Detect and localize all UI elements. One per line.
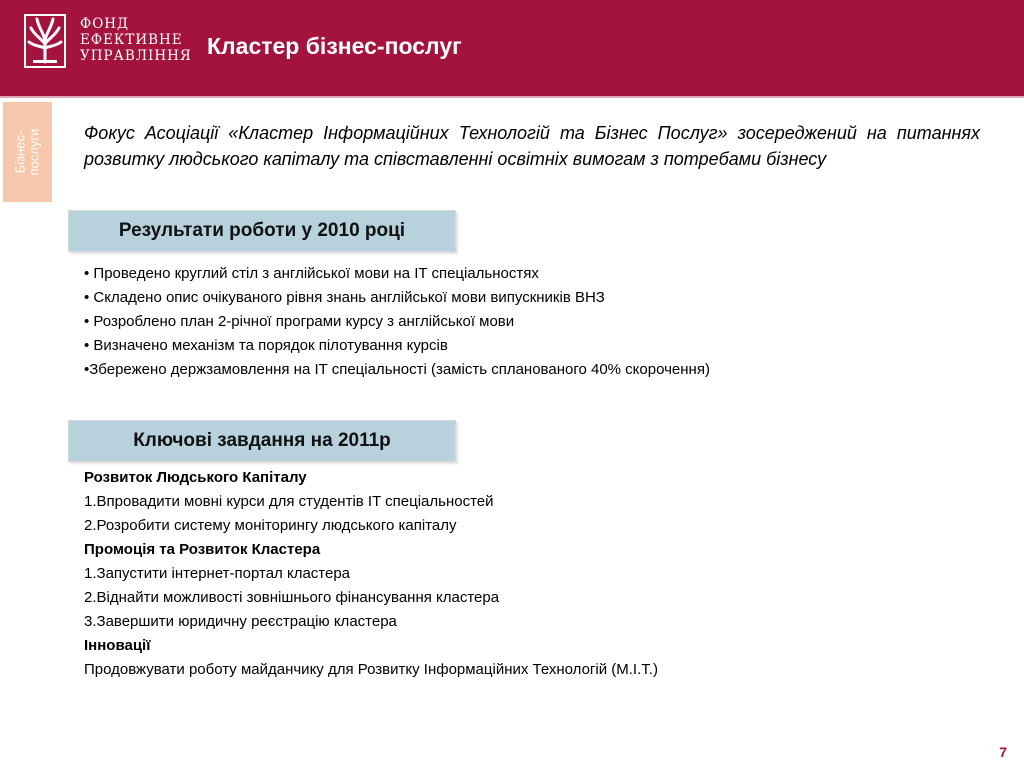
list-item: • Складено опис очікуваного рівня знань англійської мови випускників ВНЗ (84, 289, 605, 306)
logo-wordmark (80, 16, 192, 64)
list-subheading: Розвиток Людського Капіталу (84, 469, 307, 486)
list-item: • Визначено механізм та порядок пілотування курсів (84, 337, 448, 354)
side-tab-line: послуги (26, 128, 42, 176)
side-tab-line: Бізнес- (12, 130, 28, 174)
list-item: 1.Впровадити мовні курси для студентів IT спеціальностей (84, 493, 494, 510)
page-number: 7 (999, 744, 1007, 760)
list-item: 1.Запустити інтернет-портал кластера (84, 565, 351, 582)
header-bar (0, 0, 1024, 96)
list-item: 2.Віднайти можливості зовнішнього фінансування кластера (84, 589, 500, 606)
logo-line: ФОНД (80, 16, 130, 32)
logo-line: УПРАВЛІННЯ (80, 48, 192, 64)
list-item: 3.Завершити юридичну реєстрацію кластера (84, 613, 397, 630)
list-item: 2.Розробити систему моніторингу людського капіталу (84, 517, 457, 534)
logo-line: ЕФЕКТИВНЕ (80, 32, 183, 48)
side-tab-label (13, 129, 41, 176)
section-heading-tasks-2011: Ключові завдання на 2011р (68, 420, 456, 462)
intro-paragraph: Фокус Асоціації «Кластер Інформаційних Технологій та Бізнес Послуг» зосереджений на питаннях розвитку людського капіталу та співставленні освітніх вимогам з потребами бізнесу (84, 123, 980, 169)
list-item: • Розроблено план 2-річної програми курсу з англійської мови (84, 313, 515, 330)
list-item: •Збережено держзамовлення на IT спеціальності (замість спланованого 40% скорочення) (84, 361, 710, 378)
page-title: Кластер бізнес-послуг (207, 33, 462, 59)
header-divider (0, 96, 1024, 98)
tasks-list (84, 466, 658, 682)
list-subheading: Промоція та Розвиток Кластера (84, 541, 321, 558)
side-section-tab (3, 102, 52, 202)
results-list (84, 262, 710, 382)
list-item: Продовжувати роботу майданчику для Розвитку Інформаційних Технологій (M.I.T.) (84, 661, 658, 678)
list-item: • Проведено круглий стіл з англійської мови на IT спеціальностях (84, 265, 539, 282)
section-heading-results-2010: Результати роботи у 2010 році (68, 210, 456, 252)
list-subheading: Інновації (84, 637, 151, 654)
tree-logo-icon (24, 14, 66, 68)
